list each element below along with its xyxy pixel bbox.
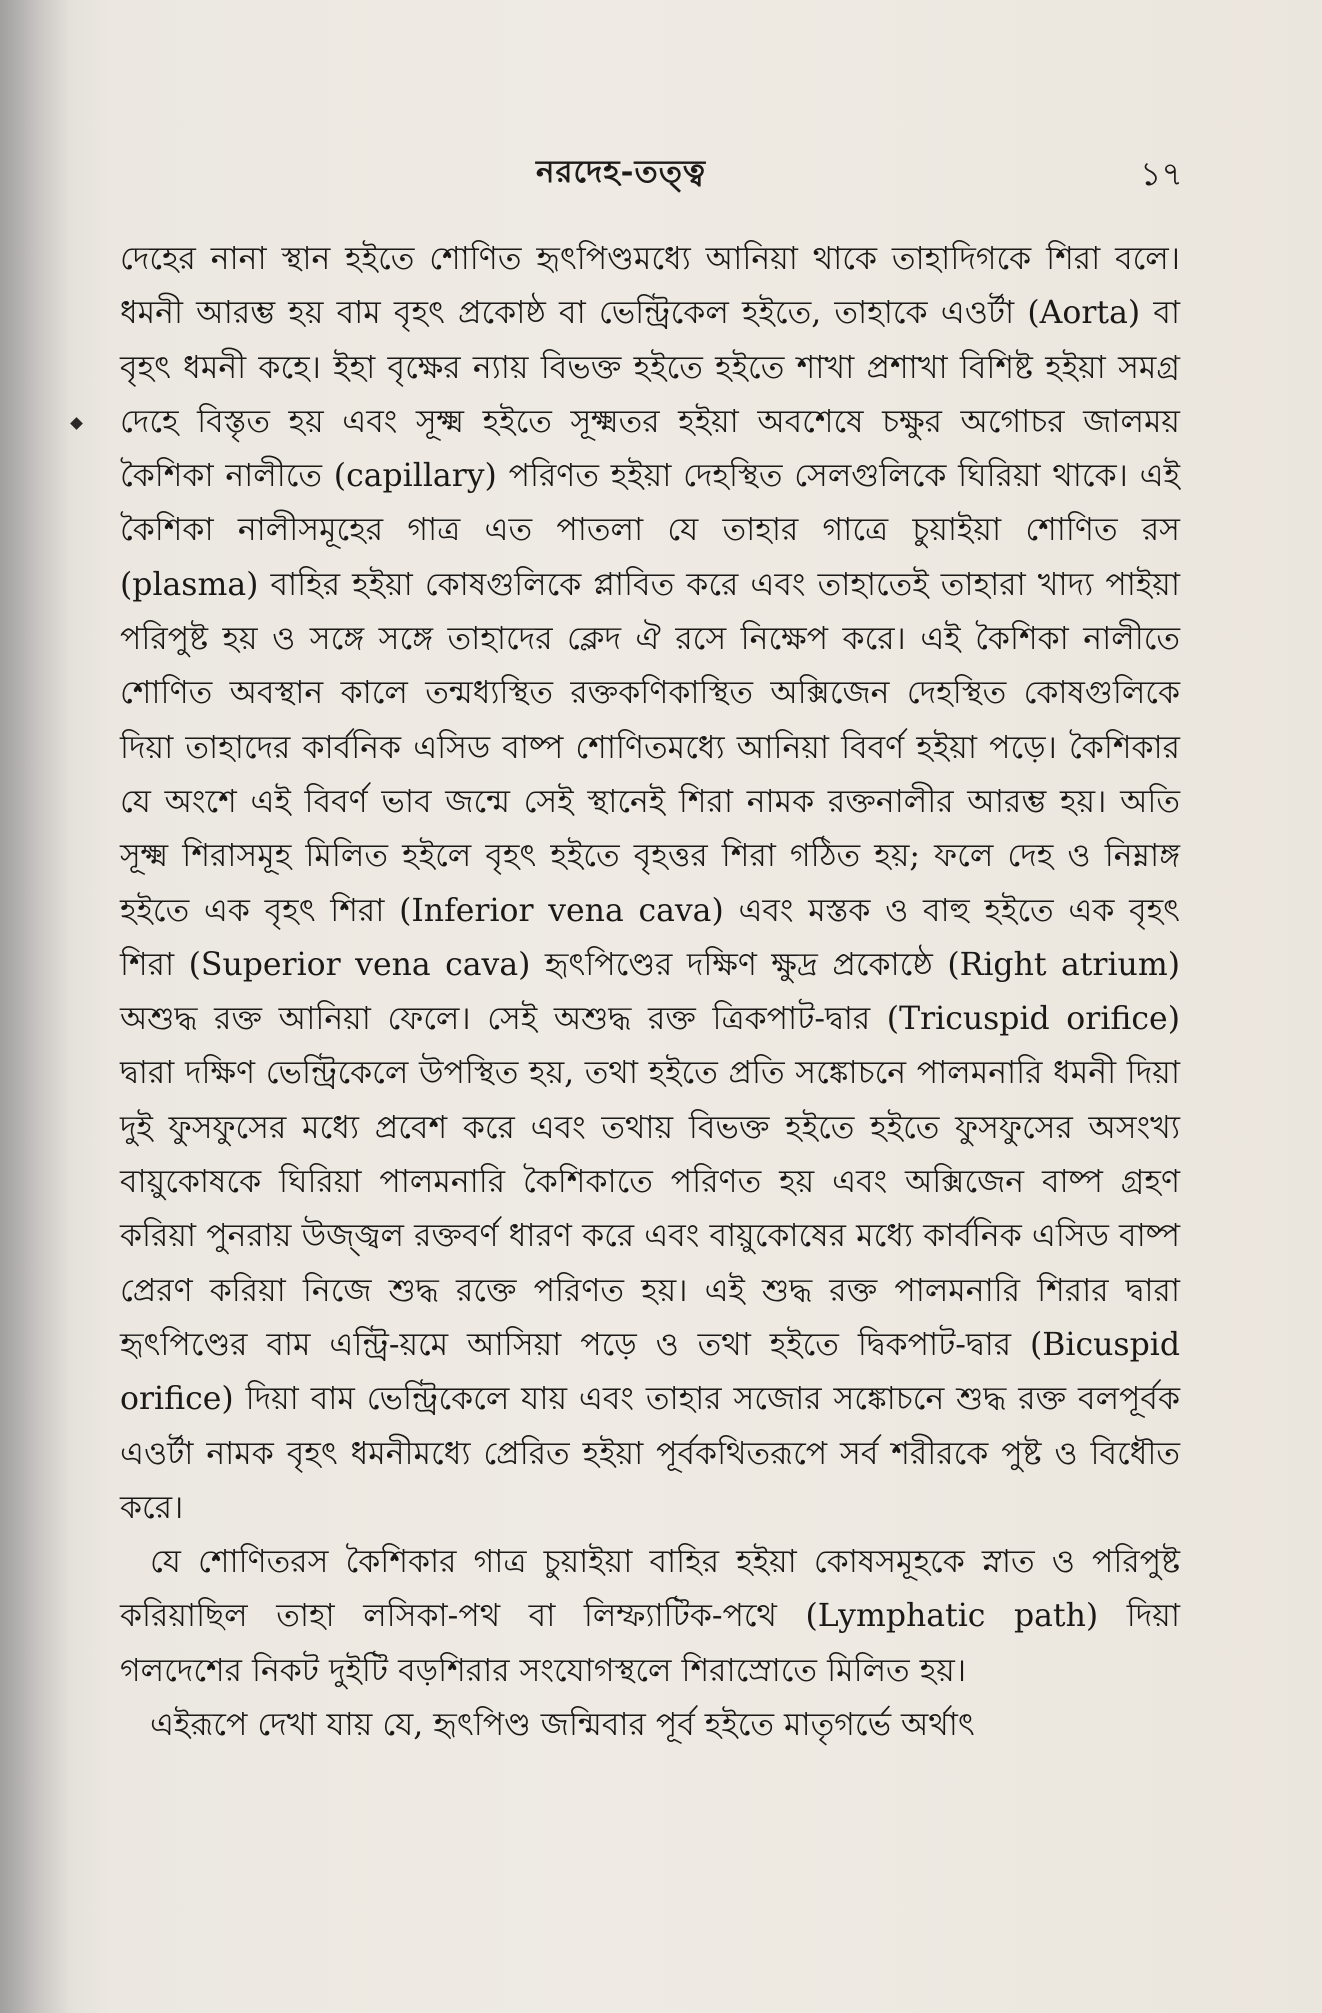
page-number: ১৭ [1140,154,1183,193]
body-text [120,232,1180,1752]
margin-mark [70,417,83,430]
paragraph: দেহের নানা স্থান হইতে শোণিত হৃৎপিণ্ডমধ্যে আনিয়া থাকে তাহাদিগকে শিরা বলে। ধমনী আরম্ভ হয় বাম বৃহৎ প্রকোষ্ঠ বা ভেন্ট্রিকেল হইতে, তাহাকে এওর্টা (Aorta) বা বৃহৎ ধমনী কহে। ইহা বৃক্ষের ন্যায় বিভক্ত হইতে হইতে শাখা প্রশাখা বিশিষ্ট হইয়া সমগ্র দেহে বিস্তৃত হয় এবং সূক্ষ্ম হইতে সূক্ষ্মতর হইয়া অবশেষে চক্ষুর অগোচর জালময় কৈশিকা নালীতে (capillary) পরিণত হইয়া দেহস্থিত সেলগুলিকে ঘিরিয়া থাকে। এই কৈশিকা নালীসমূহের গাত্র এত পাতলা যে তাহার গাত্রে চুয়াইয়া শোণিত রস (plasma) বাহির হইয়া কোষগুলিকে প্লাবিত করে এবং তাহাতেই তাহারা খাদ্য পাইয়া পরিপুষ্ট হয় ও সঙ্গে সঙ্গে তাহাদের ক্লেদ ঐ রসে নিক্ষেপ করে। এই কৈশিকা নালীতে শোণিত অবস্থান কালে তন্মধ্যস্থিত রক্তকণিকাস্থিত অক্সিজেন দেহস্থিত কোষগুলিকে দিয়া তাহাদের কার্বনিক এসিড বাষ্প শোণিতমধ্যে আনিয়া বিবর্ণ হইয়া পড়ে। কৈশিকার যে অংশে এই বিবর্ণ ভাব জন্মে সেই স্থানেই শিরা নামক রক্তনালীর আরম্ভ হয়। অতি সূক্ষ্ম শিরাসমূহ মিলিত হইলে বৃহৎ হইতে বৃহত্তর শিরা গঠিত হয়; ফলে দেহ ও নিম্নাঙ্গ হইতে এক বৃহৎ শিরা (Inferior vena cava) এবং মস্তক ও বাহু হইতে এক বৃহৎ শিরা (Superior vena cava) হৃৎপিণ্ডের দক্ষিণ ক্ষুদ্র প্রকোষ্ঠে (Right atrium) অশুদ্ধ রক্ত আনিয়া ফেলে। সেই অশুদ্ধ রক্ত ত্রিকপাট-দ্বার (Tricuspid orifice) দ্বারা দক্ষিণ ভেন্ট্রিকেলে উপস্থিত হয়, তথা হইতে প্রতি সঙ্কোচনে পালমনারি ধমনী দিয়া দুই ফুসফুসের মধ্যে প্রবেশ করে এবং তথায় বিভক্ত হইতে হইতে ফুসফুসের অসংখ্য বায়ুকোষকে ঘিরিয়া পালমনারি কৈশিকাতে পরিণত হয় এবং অক্সিজেন বাষ্প গ্রহণ করিয়া পুনরায় উজ্জ্বল রক্তবর্ণ ধারণ করে এবং বায়ুকোষের মধ্যে কার্বনিক এসিড বাষ্প প্রেরণ করিয়া নিজে শুদ্ধ রক্তে পরিণত হয়। এই শুদ্ধ রক্ত পালমনারি শিরার দ্বারা হৃৎপিণ্ডের বাম এন্ট্রি-য়মে আসিয়া পড়ে ও তথা হইতে দ্বিকপাট-দ্বার (Bicuspid orifice) দিয়া বাম ভেন্ট্রিকেলে যায় এবং তাহার সজোর সঙ্কোচনে শুদ্ধ রক্ত বলপূর্বক এওর্টা নামক বৃহৎ ধমনীমধ্যে প্রেরিত হইয়া পূর্বকথিতরূপে সর্ব শরীরকে পুষ্ট ও বিধৌত করে। [120,241,1180,1526]
gutter-shadow [0,0,70,2013]
paragraph: যে শোণিতরস কৈশিকার গাত্র চুয়াইয়া বাহির হইয়া কোষসমূহকে স্নাত ও পরিপুষ্ট করিয়াছিল তাহা লসিকা-পথ বা লিম্ফ্যাটিক-পথে (Lymphatic path) দিয়া গলদেশের নিকট দুইটি বড়শিরার সংযোগস্থলে শিরাস্রোতে মিলিত হয়। [120,1544,1180,1689]
page-header [0,148,1322,198]
running-title: নরদেহ-তত্ত্ব [536,154,707,190]
paragraph: এইরূপে দেখা যায় যে, হৃৎপিণ্ড জন্মিবার পূর্ব হইতে মাতৃগর্ভে অর্থাৎ [150,1707,975,1744]
